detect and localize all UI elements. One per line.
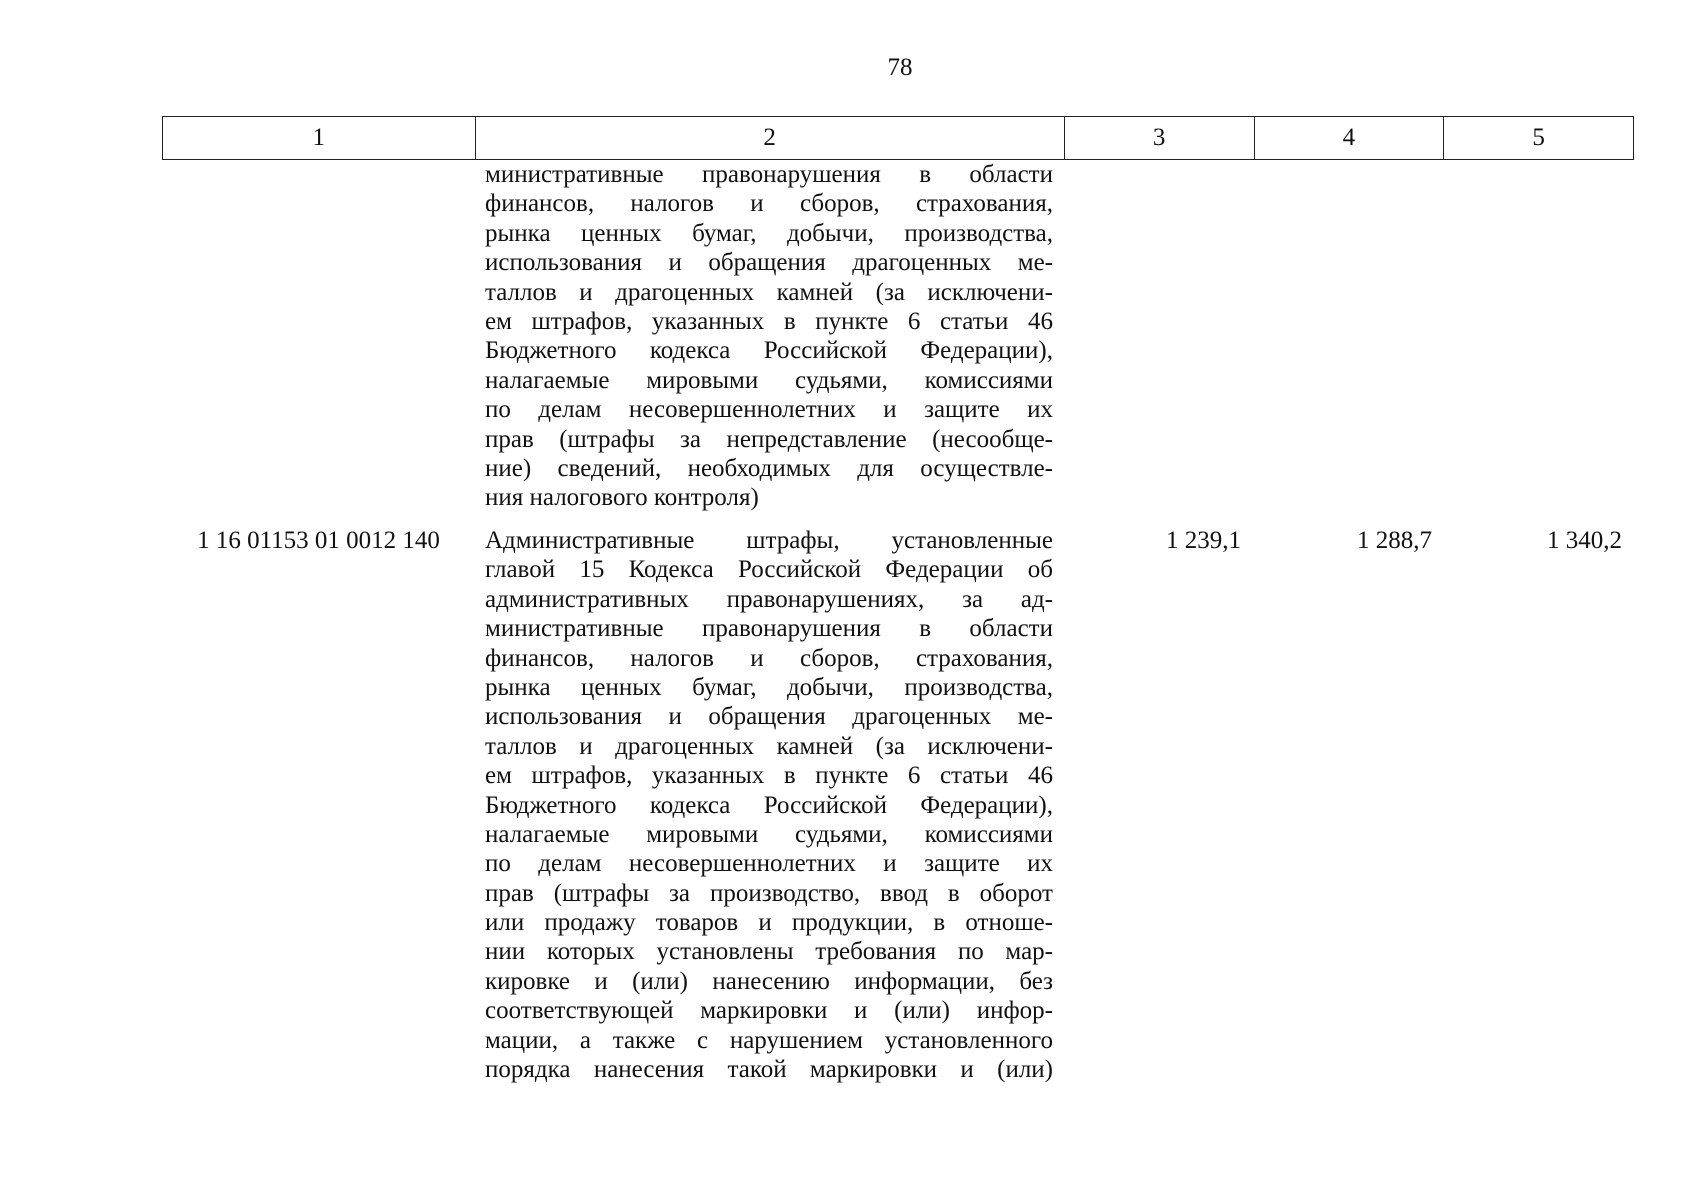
description-line: использования и обращения драгоценных ме- xyxy=(485,703,1053,731)
description-line: финансов, налогов и сборов, страхования, xyxy=(485,644,1053,672)
header-col-5: 5 xyxy=(1532,124,1545,151)
page-number: 78 xyxy=(887,54,913,81)
description-line: главой 15 Кодекса Российской Федерации об xyxy=(485,556,1053,584)
description-line: министративные правонарушения в области xyxy=(485,615,1053,643)
row-description-cell xyxy=(485,526,1053,1084)
description-line: рынка ценных бумаг, добычи, производства, xyxy=(485,673,1053,701)
header-col-1: 1 xyxy=(163,117,476,159)
description-line: порядка нанесения такой маркировки и (или) xyxy=(485,1056,1053,1084)
description-line: ем штрафов, указанных в пункте 6 статьи 46 xyxy=(485,307,1053,335)
description-line: рынка ценных бумаг, добычи, производства, xyxy=(485,219,1053,247)
description-line: по делам несовершеннолетних и защите их xyxy=(485,396,1053,424)
continued-description-cell xyxy=(485,160,1053,513)
row-col-5-value: 1 340,2 xyxy=(1547,527,1622,554)
description-line: таллов и драгоценных камней (за исключени- xyxy=(485,278,1053,306)
table-header-row xyxy=(162,116,1634,160)
description-line: ния налогового контроля) xyxy=(485,484,759,512)
header-col-4: 4 xyxy=(1255,117,1445,159)
header-col-3: 3 xyxy=(1065,117,1255,159)
description-line: нии которых установлены требования по мар- xyxy=(485,938,1053,966)
description-line: прав (штрафы за непредставление (несообще- xyxy=(485,425,1053,453)
description-line: ние) сведений, необходимых для осуществле- xyxy=(485,454,1053,482)
description-line: Бюджетного кодекса Российской Федерации), xyxy=(485,791,1053,819)
description-line: Бюджетного кодекса Российской Федерации), xyxy=(485,337,1053,365)
description-line: мации, а также с нарушением установленного xyxy=(485,1026,1053,1054)
description-line: налагаемые мировыми судьями, комиссиями xyxy=(485,366,1053,394)
description-line: по делам несовершеннолетних и защите их xyxy=(485,850,1053,878)
header-col-2: 2 xyxy=(476,117,1065,159)
description-line: министративные правонарушения в области xyxy=(485,161,1053,188)
description-line: прав (штрафы за производство, ввод в оборот xyxy=(485,879,1053,907)
description-line: или продажу товаров и продукции, в отноше- xyxy=(485,909,1053,937)
row-col-4-value: 1 288,7 xyxy=(1357,527,1432,554)
row-code-cell: 1 16 01153 01 0012 140 xyxy=(197,527,440,554)
description-line: административных правонарушениях, за ад- xyxy=(485,585,1053,613)
description-line: ем штрафов, указанных в пункте 6 статьи 46 xyxy=(485,762,1053,790)
description-line: таллов и драгоценных камней (за исключени- xyxy=(485,732,1053,760)
description-line: Административные штрафы, установленные xyxy=(485,527,1053,554)
description-line: использования и обращения драгоценных ме- xyxy=(485,249,1053,277)
description-line: налагаемые мировыми судьями, комиссиями xyxy=(485,820,1053,848)
row-col-3-value: 1 239,1 xyxy=(1166,527,1241,554)
description-line: финансов, налогов и сборов, страхования, xyxy=(485,190,1053,218)
description-line: кировке и (или) нанесению информации, без xyxy=(485,967,1053,995)
description-line: соответствующей маркировки и (или) инфор- xyxy=(485,997,1053,1025)
